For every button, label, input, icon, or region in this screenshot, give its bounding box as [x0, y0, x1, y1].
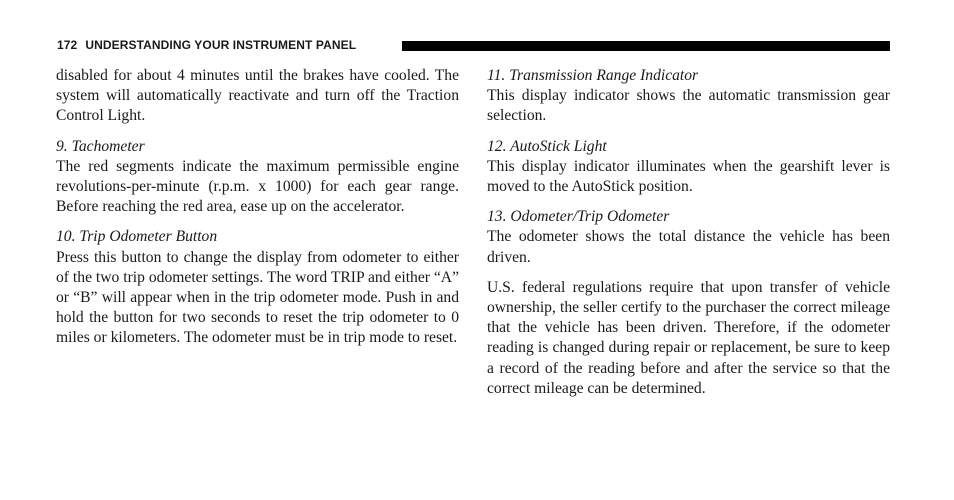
header-rule [402, 41, 890, 51]
section-title: Trip Odometer Button [79, 228, 218, 246]
section-title: Transmission Range Indicator [509, 67, 699, 84]
section-heading [487, 207, 890, 227]
section-title: Tachometer [71, 137, 145, 155]
section-number: 12. [487, 137, 507, 155]
section-heading [487, 137, 890, 157]
section-heading [487, 66, 890, 86]
chapter-title: UNDERSTANDING YOUR INSTRUMENT PANEL [85, 38, 357, 52]
section-title: Odometer/Trip Odometer [510, 208, 670, 226]
section-number: 11. [487, 67, 506, 84]
section-heading [56, 227, 459, 247]
section-trip-odometer-button [56, 227, 459, 348]
section-heading [56, 137, 459, 157]
section-autostick-light [487, 137, 890, 198]
running-header [57, 38, 356, 52]
section-body: The red segments indicate the maximum permissible engine revolutions-per-minute (r.p.m. x 1000) for each gear range. Before reaching the red area, ease up on the accelerator. [56, 157, 459, 216]
page-header [57, 37, 890, 53]
section-body: This display indicator shows the automatic transmission gear selection. [487, 87, 890, 125]
page-number: 172 [57, 38, 78, 52]
section-number: 10. [56, 228, 76, 246]
section-number: 13. [487, 208, 507, 226]
section-body: The odometer shows the total distance the vehicle has been driven. [487, 228, 890, 266]
closing-paragraph: U.S. federal regulations require that upon transfer of vehicle ownership, the seller certify to the purchaser the correct mileage that the vehicle has been driven. Therefore, if the odometer reading is changed during repair or replacement, be sure to keep a record of the reading before and after the service so that the correct mileage can be determined. [487, 278, 890, 397]
section-title: AutoStick Light [510, 137, 607, 155]
right-column [487, 66, 890, 399]
section-tachometer [56, 137, 459, 218]
continued-paragraph: disabled for about 4 minutes until the brakes have cooled. The system will automatically reactivate and turn off the Traction Control Light. [56, 67, 459, 125]
section-odometer-trip-odometer [487, 207, 890, 268]
section-number: 9. [56, 137, 68, 155]
section-body: Press this button to change the display from odometer to either of the two trip odometer settings. The word TRIP and either “A” or “B” will appear when in the trip odometer mode. Push in and hold the button for two seconds to reset the trip odometer to 0 miles or kilometers. The odometer must be in trip mode to reset. [56, 248, 459, 347]
section-transmission-range-indicator [487, 66, 890, 127]
section-body: This display indicator illuminates when the gearshift lever is moved to the AutoStick position. [487, 157, 890, 196]
left-column [56, 66, 459, 359]
